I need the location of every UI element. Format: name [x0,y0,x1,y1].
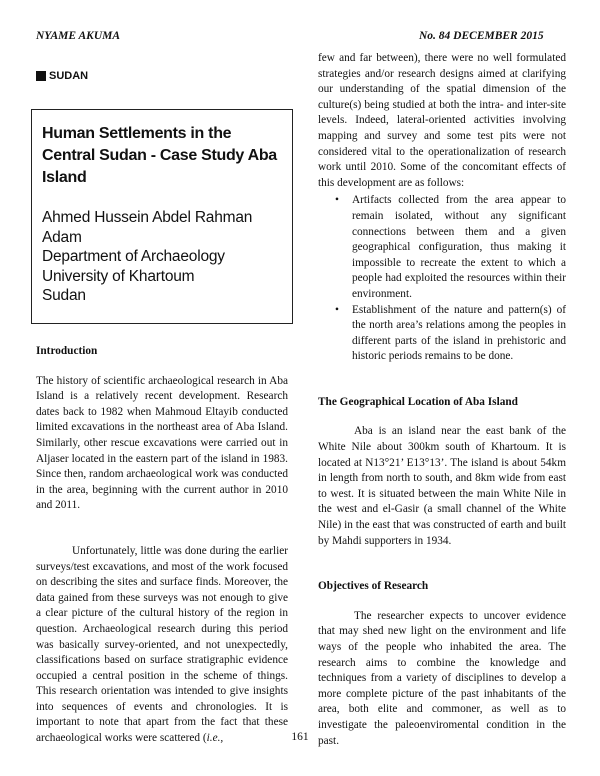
bullet-icon: • [335,303,339,316]
page-number: 161 [291,731,309,743]
location-paragraph: Aba is an island near the east bank of the White Nile about 300km south of Khartoum. It is located at N13°21’ E13°13’. The island is about 54km in length from north to south, and 8km wide from east to west. It is situated between the main White Nile in the west and el-Gasir (a small channel of the White Nile) in the east that was constructed of earth and built by Mahdi supporters in 1934. [318,425,566,547]
title-box [31,109,293,324]
left-column [36,344,288,747]
introduction-paragraph-1: The history of scientific archaeological research in Aba Island is a relatively recent development. Research dates back to 1982 when Mahmoud Eltayib conducted limited excavations in the northeast area of Aba Island. Similarly, other rescue excavations were carried out in Aljaser located in the eastern part of the island in 1983. Since then, random archaeological work was conducted in the area, beginning with the current author in 2010 and 2011. [36,374,288,512]
introduction-paragraph-2 [36,544,288,747]
running-header-journal: NYAME AKUMA [36,30,121,42]
list-item-text: Artifacts collected from the area appear to remain isolated, without any significant connections between them and a given geographical configuration, thus making it impossible to recreate the extent to which a people had exploited the resources within their environment. [352,194,566,300]
location-heading: The Geographical Location of Aba Island [318,395,518,408]
section-tag [36,70,88,82]
paragraph-2-overflow-text: few and far between), there were no well formulated strategies and/or research designs aimed at clarifying our understanding of the spatial dimension of the culture(s) being studied at both the intra- and inter-site levels. Indeed, lateral-oriented activities involving mapping and survey and some test pits were not considered vital to the operationalization of research work until 2010. Some of the concomitant effects of this development are as follows: [318,52,566,189]
list-item-text: Establishment of the nature and pattern(s) of the north area’s relations among the peoples in different parts of the island in prehistoric and historic periods remains to be done. [352,303,566,363]
right-column [318,51,566,749]
author-block: Ahmed Hussein Abdel Rahman Adam Department of Archaeology University of Khartoum Sudan [42,209,253,304]
bullet-icon: • [335,194,339,207]
paragraph-2-italic: i.e., [206,732,224,745]
section-square-icon [36,71,46,81]
paragraph-2-text-start: Unfortunately, little was done during the earlier surveys/test excavations, and most of the work focused on describing the sites and surface finds. Moreover, the data gained from these surveys was not enough to give a clear picture of the cultural history of the region in question. Archaeological research during this period was basically survey-oriented, and not unexpectedly, classifications based on surface stratigraphic evidence occupied a central position in the scheme of things. This research orientation was intended to give insights into sequences of events and chronologies. It is important to note that apart from the fact that these archaeological works were scattered ( [36,544,288,745]
introduction-heading: Introduction [36,345,98,357]
objectives-paragraph: The researcher expects to uncover evidence that may shed new light on the environment and life ways of the people who inhabited the area. The research aims to combine the knowledge and techniques from a variety of disciplines to develop a more complete picture of the past inhabitants of the area, both elite and commoner, as well as to investigate the paleoenviromental condition in the past. [318,609,566,747]
list-item [335,193,566,302]
paragraph-2-continued [318,51,566,191]
section-label: SUDAN [49,70,89,82]
running-header-issue: No. 84 DECEMBER 2015 [419,30,544,42]
article-title: Human Settlements in the Central Sudan - Case Study Aba Island [42,125,277,186]
effects-list [318,193,566,365]
list-item [335,303,566,365]
objectives-heading: Objectives of Research [318,580,429,593]
